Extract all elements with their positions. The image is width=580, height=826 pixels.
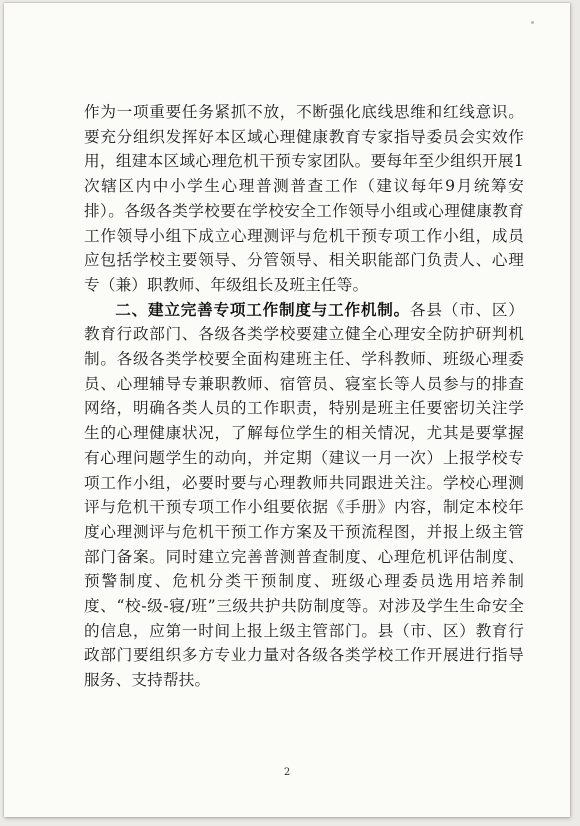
document-body [84, 100, 524, 693]
page-number: 2 [283, 767, 291, 778]
paragraph-2-body: 各县（市、区）教育行政部门、各级各类学校要建立健全心理安全防护研判机制。各级各类学校要全面构建班主任、学科教师、班级心理委员、心理辅导专兼职教师、宿管员、寝室长等人员参与的排查网络，明确各类人员的工作职责，特别是班主任要密切关注学生的心理健康状况，了解每位学生的相关情况，尤其是要掌握有心理问题学生的动向，并定期（建议一月一次）上报学校专项工作小组，必要时要与心理教师共同跟进关注。学校心理测评与危机干预专项工作小组要依据《手册》内容，制定本校年度心理测评与危机干预工作方案及干预流程图，并报上级主管部门备案。同时建立完善普测普查制度、心理危机评估制度、预警制度、危机分类干预制度、班级心理委员选用培养制度、“校-级-寝/班”三级共护共防制度等。对涉及学生生命安全的信息，应第一时间上报上级主管部门。县（市、区）教育行政部门要组织多方专业力量对各级各类学校工作开展进行指导服务、支持帮扶。 [84, 300, 524, 690]
section-heading: 二、建立完善专项工作制度与工作机制。 [115, 300, 410, 319]
bleed-through-mark-lower [509, 703, 559, 717]
scan-speck [531, 21, 534, 24]
paragraph-2 [84, 298, 524, 693]
paragraph-1: 作为一项重要任务紧抓不放，不断强化底线思维和红线意识。要充分组织发挥好本区域心理健康教育专家指导委员会实效作用，组建本区域心理危机干预专家团队。要每年至少组织开展1次辖区内中小学生心理普测普查工作（建议每年9月统筹安排）。各级各类学校要在学校安全工作领导小组或心理健康教育工作领导小组下成立心理测评与危机干预专项工作小组，成员应包括学校主要领导、分管领导、相关职能部门负责人、心理专（兼）职教师、年级组长及班主任等。 [84, 103, 524, 294]
document-page [4, 3, 570, 817]
